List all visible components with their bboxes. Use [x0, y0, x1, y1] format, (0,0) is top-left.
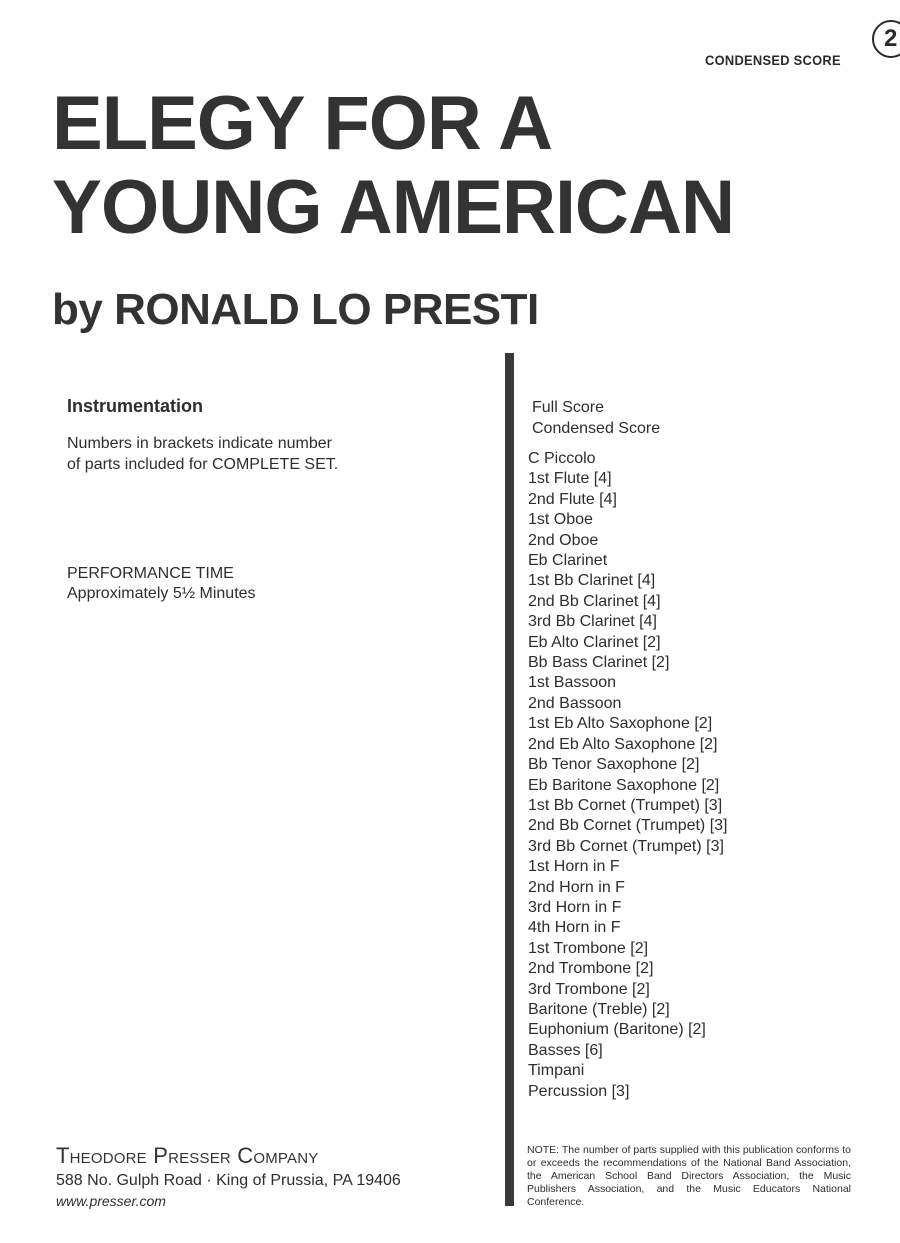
part-item: 1st Trombone [2] — [528, 939, 649, 957]
part-item: Bb Bass Clarinet [2] — [528, 654, 670, 672]
composer-credit: by RONALD LO PRESTI — [52, 285, 539, 334]
publisher-url[interactable]: www.presser.com — [56, 1193, 166, 1209]
part-item: Percussion [3] — [528, 1082, 630, 1100]
title-line-1: ELEGY FOR A — [52, 81, 552, 166]
part-item: 2nd Trombone [2] — [528, 960, 654, 978]
part-item: 1st Bb Clarinet [4] — [528, 572, 656, 590]
score-list — [532, 398, 660, 439]
instrumentation-heading: Instrumentation — [67, 396, 204, 416]
parts-list — [528, 449, 728, 1102]
parts-footnote: NOTE: The number of parts supplied with this publication conforms to or exceeds the recommendations of the National Band Association, the American School Band Directors Association, the Music Publishers Association, and the Music Educators National Conference. — [527, 1144, 851, 1208]
publisher-address: 588 No. Gulph Road · King of Prussia, PA 19406 — [56, 1172, 401, 1189]
title-line-2: YOUNG AMERICAN — [52, 165, 735, 250]
performance-time — [67, 564, 256, 604]
part-item: Baritone (Treble) [2] — [528, 1000, 670, 1018]
instrumentation-note-line-1: Numbers in brackets indicate number — [67, 435, 333, 452]
instrumentation-note-line-2: of parts included for COMPLETE SET. — [67, 456, 339, 473]
part-item: Bb Tenor Saxophone [2] — [528, 756, 700, 774]
publisher-name: Theodore Presser Company — [56, 1143, 319, 1168]
performance-time-label: PERFORMANCE TIME — [67, 565, 234, 582]
part-item: 1st Bassoon — [528, 674, 617, 692]
page-number-badge: 2 — [872, 20, 900, 58]
part-item: 2nd Flute [4] — [528, 490, 617, 508]
part-item: 2nd Oboe — [528, 531, 599, 549]
part-item: 2nd Bb Clarinet [4] — [528, 592, 661, 610]
part-item: 2nd Bassoon — [528, 694, 622, 712]
part-item: 1st Flute [4] — [528, 470, 612, 488]
part-item: 3rd Horn in F — [528, 898, 622, 916]
score-item: Full Score — [532, 399, 605, 416]
part-item: 2nd Horn in F — [528, 878, 625, 896]
score-type-label: CONDENSED SCORE — [705, 52, 841, 68]
vertical-divider-bar — [505, 353, 514, 1206]
part-item: Eb Clarinet — [528, 552, 608, 570]
instrumentation-note — [67, 433, 338, 475]
performance-time-value: Approximately 5½ Minutes — [67, 585, 256, 602]
part-item: C Piccolo — [528, 450, 596, 467]
part-item: Eb Baritone Saxophone [2] — [528, 776, 720, 794]
part-item: Basses [6] — [528, 1041, 603, 1059]
part-item: Timpani — [528, 1062, 585, 1080]
part-item: Eb Alto Clarinet [2] — [528, 633, 661, 651]
score-item: Condensed Score — [532, 419, 661, 437]
part-item: Euphonium (Baritone) [2] — [528, 1021, 706, 1039]
part-item: 1st Horn in F — [528, 858, 620, 876]
part-item: 1st Bb Cornet (Trumpet) [3] — [528, 796, 723, 814]
part-item: 3rd Trombone [2] — [528, 980, 650, 998]
part-item: 3rd Bb Clarinet [4] — [528, 613, 657, 631]
part-item: 1st Oboe — [528, 511, 593, 529]
part-item: 1st Eb Alto Saxophone [2] — [528, 715, 713, 733]
part-item: 2nd Eb Alto Saxophone [2] — [528, 735, 718, 753]
part-item: 4th Horn in F — [528, 919, 621, 937]
part-item: 3rd Bb Cornet (Trumpet) [3] — [528, 837, 724, 855]
part-item: 2nd Bb Cornet (Trumpet) [3] — [528, 817, 728, 835]
